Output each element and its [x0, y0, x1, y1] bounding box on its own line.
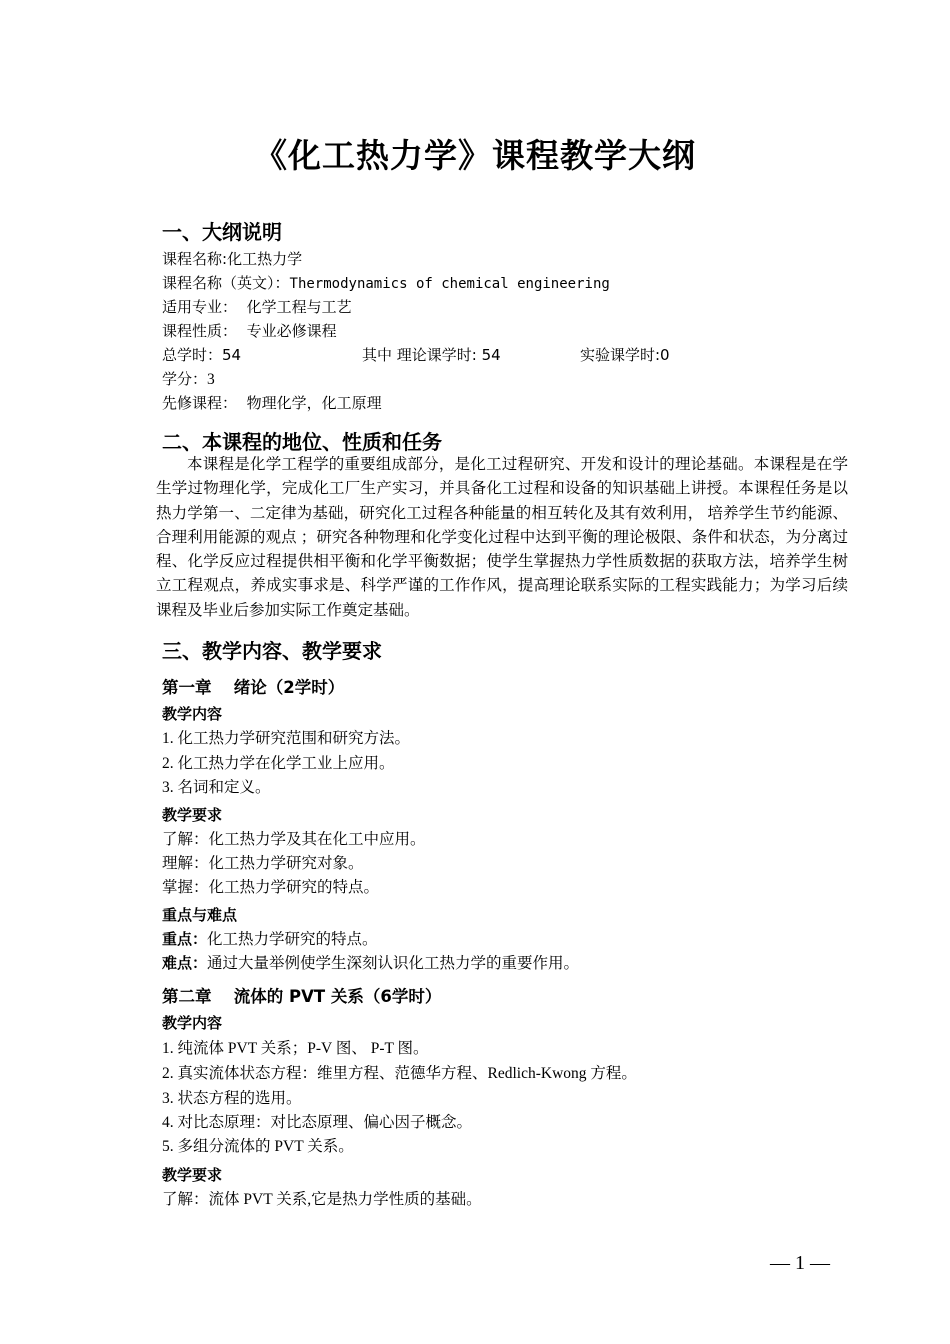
prereq-label: 先修课程： — [162, 394, 238, 412]
chapter1-key-line — [162, 927, 378, 949]
chapter1-req-heading: 教学要求 — [162, 806, 223, 824]
chapter1-key-heading: 重点与难点 — [162, 906, 238, 924]
chapter2-req-heading: 教学要求 — [162, 1166, 223, 1184]
chapter1-content-item: 3. 名词和定义。 — [162, 779, 271, 796]
prereq-line — [162, 392, 382, 413]
major-label: 适用专业： — [162, 298, 238, 316]
chapter2-content-item: 2. 真实流体状态方程：维里方程、范德华方程、Redlich-Kwong 方程。 — [162, 1065, 637, 1082]
section3-heading: 三、教学内容、教学要求 — [162, 639, 382, 663]
prereq-value: 物理化学，化工原理 — [246, 394, 382, 412]
major-line — [162, 296, 352, 317]
diff-label: 难点： — [162, 954, 208, 972]
chapter2-content-item: 4. 对比态原理：对比态原理、偏心因子概念。 — [162, 1114, 473, 1131]
course-name-value: 化工热力学 — [227, 250, 303, 268]
nature-label: 课程性质： — [162, 322, 238, 340]
total-hours: 总学时：54 — [162, 346, 242, 364]
chapter1-content-item: 2. 化工热力学在化学工业上应用。 — [162, 755, 395, 772]
course-name-en-value: Thermodynamics of chemical engineering — [289, 276, 610, 292]
section1-heading: 一、大纲说明 — [162, 220, 282, 244]
section2-heading: 二、本课程的地位、性质和任务 — [162, 430, 442, 454]
nature-line — [162, 320, 337, 341]
chapter1-content-heading: 教学内容 — [162, 705, 223, 723]
chapter2-content-item: 1. 纯流体 PVT 关系；P-V 图、 P-T 图。 — [162, 1040, 429, 1057]
major-value: 化学工程与工艺 — [246, 298, 352, 316]
chapter1-title: 第一章 绪论（2学时） — [162, 678, 345, 697]
course-name-en-label: 课程名称（英文）： — [162, 274, 290, 292]
key-label: 重点： — [162, 930, 208, 948]
section2-paragraph: 本课程是化学工程学的重要组成部分，是化工过程研究、开发和设计的理论基础。本课程是在学生学过物理化学，完成化工厂生产实习，并具备化工过程和设备的知识基础上讲授。本课程任务是以热力学第一、二定律为基础，研究化工过程各种能量的相互转化及其有效利用， 培养学生节约能源、合理利用能源的观点 ；研究各种物理和化学变化过程中达到平衡的理论极限、条件和状态，为分离过程、化学反应过程提供相平衡和化学平衡数据；使学生掌握热力学性质数据的获取方法，培养学生树立工程观点，养成实事求是、科学严谨的工作作风，提高理论联系实际的工程实践能力；为学习后续课程及毕业后参加实际工作奠定基础。 — [156, 456, 848, 619]
credits-label: 学分： — [162, 370, 208, 388]
chapter2-content-item: 5. 多组分流体的 PVT 关系。 — [162, 1138, 354, 1155]
course-name-label: 课程名称: — [162, 250, 228, 268]
hours-line — [162, 344, 241, 365]
chapter2-req-item: 了解：流体 PVT 关系,它是热力学性质的基础。 — [162, 1191, 482, 1208]
chapter1-req-item: 了解：化工热力学及其在化工中应用。 — [162, 831, 426, 848]
credits-value: 3 — [207, 371, 215, 388]
lab-hours: 实验课学时:0 — [580, 346, 670, 364]
chapter1-req-item: 掌握：化工热力学研究的特点。 — [162, 879, 380, 896]
chapter1-req-item: 理解：化工热力学研究对象。 — [162, 855, 364, 872]
chapter1-content-item: 1. 化工热力学研究范围和研究方法。 — [162, 730, 411, 747]
course-name-line — [162, 248, 302, 269]
chapter2-title: 第二章 流体的 PVT 关系（6学时） — [162, 987, 442, 1006]
page-number: — 1 — — [770, 1252, 830, 1274]
document-title: 《化工热力学》课程教学大纲 — [254, 136, 696, 175]
chapter2-content-heading: 教学内容 — [162, 1014, 223, 1032]
theory-hours: 其中 理论课学时: 54 — [362, 346, 501, 364]
nature-value: 专业必修课程 — [246, 322, 337, 340]
key-value: 化工热力学研究的特点。 — [207, 931, 378, 948]
chapter1-diff-line — [162, 951, 579, 973]
course-name-en-line — [162, 272, 610, 293]
chapter2-content-item: 3. 状态方程的选用。 — [162, 1090, 302, 1107]
credits-line — [162, 368, 215, 389]
diff-value: 通过大量举例使学生深刻认识化工热力学的重要作用。 — [207, 955, 580, 972]
